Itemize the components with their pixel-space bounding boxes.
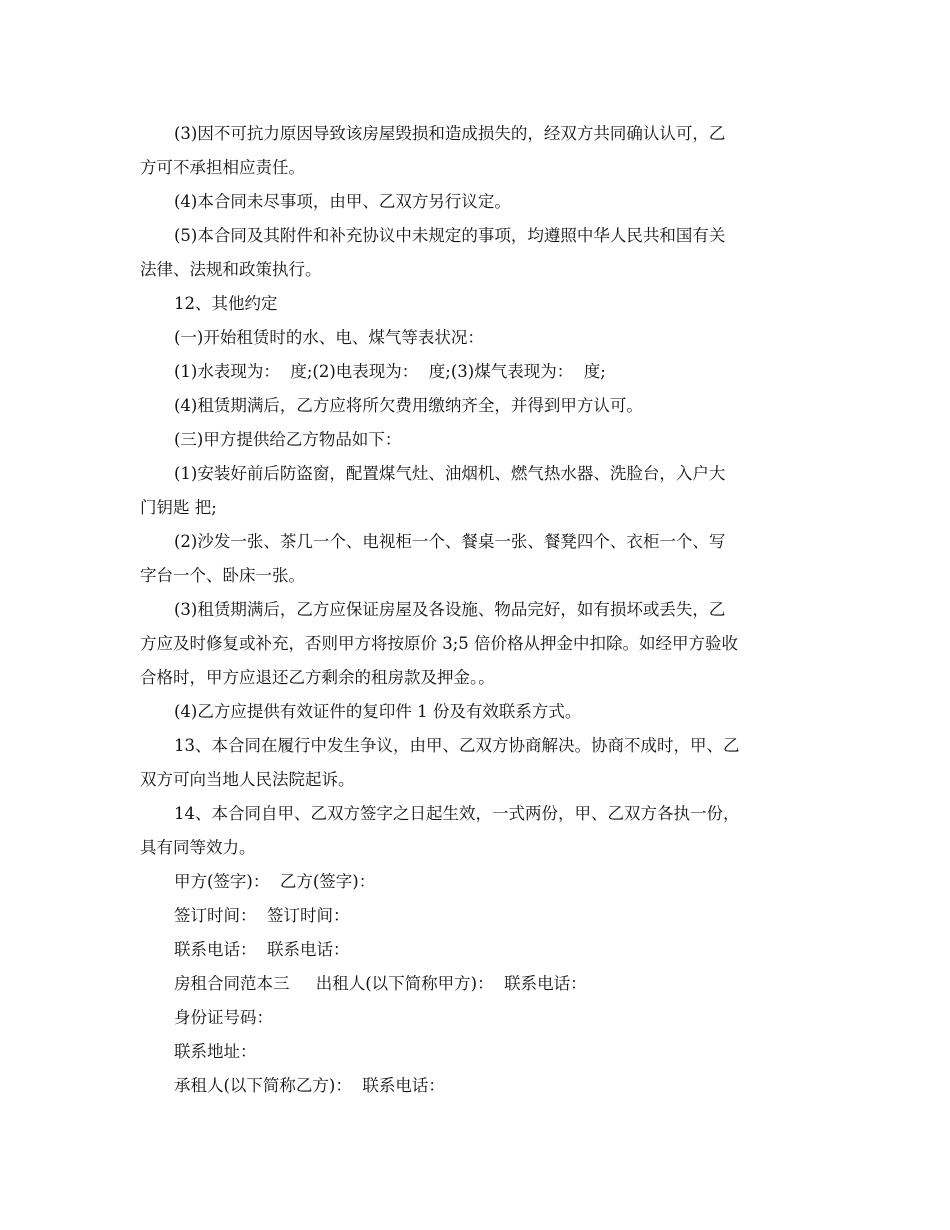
paragraph-line: 字台一个、卧床一张。 (140, 566, 305, 585)
paragraph-line: 方应及时修复或补充，否则甲方将按原价 3;5 倍价格从押金中扣除。如经甲方验收 (140, 634, 739, 653)
contract-template-heading: 房租合同范本三 出租人(以下简称甲方)： 联系电话： (174, 974, 587, 993)
contact-address-line: 联系地址： (174, 1042, 257, 1061)
section-heading: 12、其他约定 (174, 294, 278, 313)
paragraph-line: (3)租赁期满后，乙方应保证房屋及各设施、物品完好，如有损坏或丢失，乙 (174, 600, 726, 619)
paragraph-line: (4)本合同未尽事项，由甲、乙双方另行议定。 (174, 192, 511, 211)
paragraph-line: (3)因不可抗力原因导致该房屋毁损和造成损失的，经双方共同确认认可，乙 (174, 124, 726, 143)
paragraph-line: 具有同等效力。 (140, 838, 256, 857)
paragraph-line: 双方可向当地人民法院起诉。 (140, 770, 355, 789)
paragraph-line: 14、本合同自甲、乙双方签字之日起生效，一式两份，甲、乙双方各执一份， (174, 804, 740, 823)
document-body (140, 117, 812, 1103)
contact-phone-line: 联系电话： 联系电话： (174, 940, 350, 959)
paragraph-line: (2)沙发一张、茶几一个、电视柜一个、餐桌一张、餐凳四个、衣柜一个、写 (174, 532, 726, 551)
paragraph-line: 合格时，甲方应退还乙方剩余的租房款及押金。。 (140, 668, 495, 687)
paragraph-line: (4)乙方应提供有效证件的复印件 1 份及有效联系方式。 (174, 702, 582, 721)
paragraph-line: 方可不承担相应责任。 (140, 158, 305, 177)
paragraph-line: (1)安装好前后防盗窗，配置煤气灶、油烟机、燃气热水器、洗脸台，入户大 (174, 464, 726, 483)
paragraph-line: 法律、法规和政策执行。 (140, 260, 322, 279)
paragraph-line: (5)本合同及其附件和补充协议中未规定的事项，均遵照中华人民共和国有关 (174, 226, 726, 245)
signing-date-line: 签订时间： 签订时间： (174, 906, 350, 925)
paragraph-line: (一)开始租赁时的水、电、煤气等表状况： (174, 328, 484, 347)
paragraph-line: (4)租赁期满后，乙方应将所欠费用缴纳齐全，并得到甲方认可。 (174, 396, 643, 415)
signature-line: 甲方(签字)： 乙方(签字)： (174, 872, 376, 891)
paragraph-line: 13、本合同在履行中发生争议，由甲、乙双方协商解决。协商不成时，甲、乙 (174, 736, 740, 755)
tenant-line: 承租人(以下简称乙方)： 联系电话： (174, 1076, 445, 1095)
id-number-line: 身份证号码： (174, 1008, 273, 1027)
paragraph-line: 门钥匙 把; (140, 498, 217, 517)
paragraph-line: (三)甲方提供给乙方物品如下： (174, 430, 402, 449)
paragraph-line: (1)水表现为： 度;(2)电表现为： 度;(3)煤气表现为： 度; (174, 362, 606, 381)
